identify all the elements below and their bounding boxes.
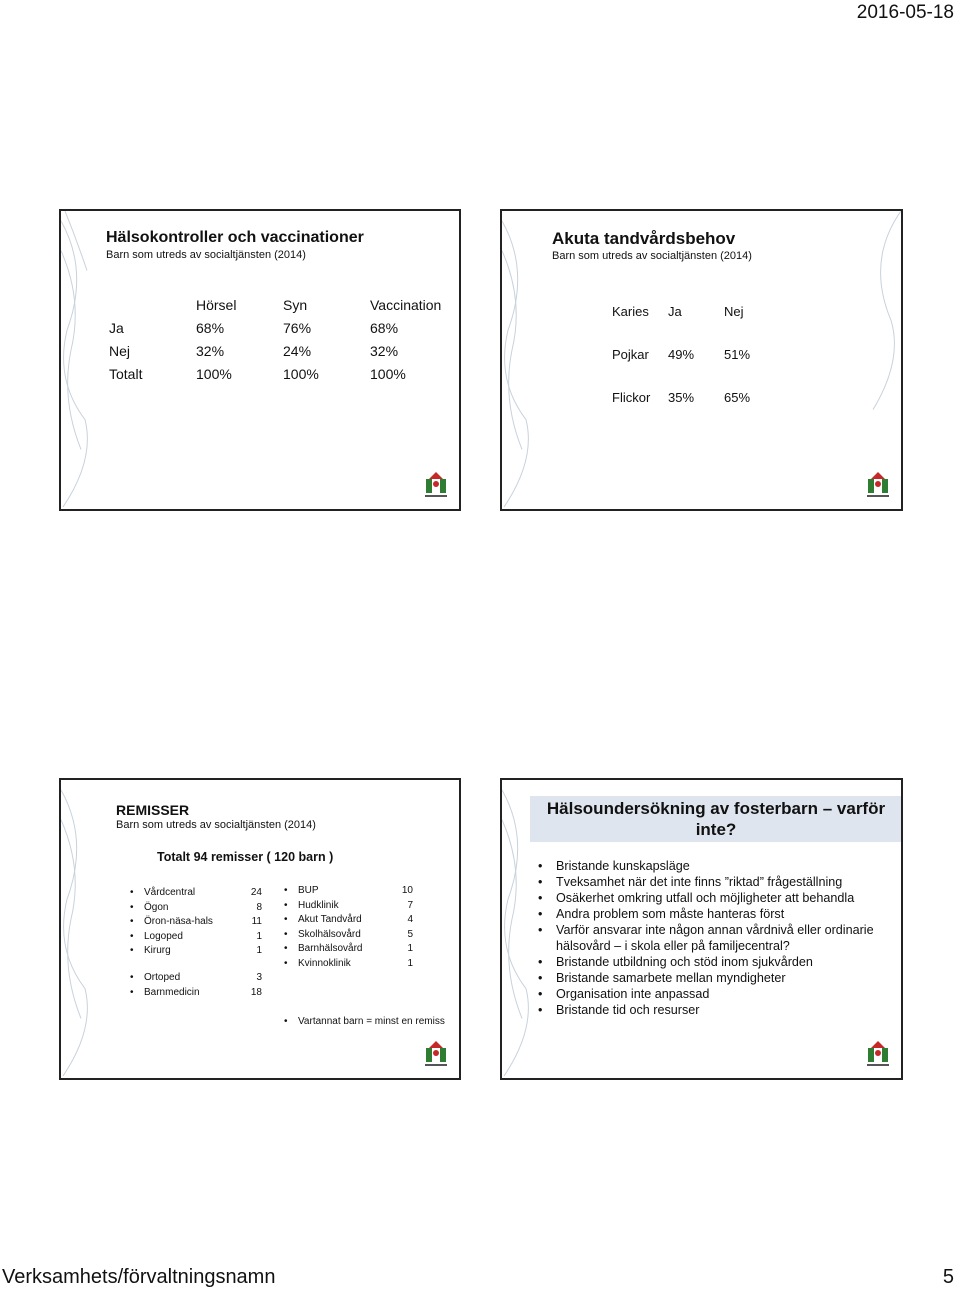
col-header-horsel: Hörsel <box>196 297 237 313</box>
row-label: Pojkar <box>612 347 649 362</box>
list-item: • Tveksamhet när det inte finns ”riktad” frågeställning <box>538 875 843 889</box>
row-label: Ja <box>109 320 124 336</box>
footer-organization-name: Verksamhets/förvaltningsnamn <box>2 1266 276 1288</box>
health-check-table <box>61 211 459 509</box>
decorative-swirl-icon <box>61 780 91 1078</box>
table-cell: 24% <box>283 343 312 359</box>
table-cell: 32% <box>370 343 399 359</box>
list-item: • Bristande kunskapsläge <box>538 859 690 873</box>
list-item: • Kirurg 1 <box>130 945 262 956</box>
list-item: • Skolhälsovård 5 <box>284 928 413 940</box>
list-item: • Ögon 8 <box>130 901 262 913</box>
row-label: Nej <box>109 343 131 359</box>
col-header-vaccination: Vaccination <box>370 297 442 313</box>
slide-foster-children-exam <box>500 778 903 1080</box>
slide-health-checks <box>59 209 461 511</box>
col-header-karies: Karies <box>612 304 649 319</box>
slide-title: Hälsokontroller och vaccinationer <box>106 229 364 246</box>
col-header-ja: Ja <box>668 304 682 319</box>
table-cell: 68% <box>196 320 225 336</box>
list-item: • Vårdcentral 24 <box>130 887 262 898</box>
slide-dental-needs <box>500 209 903 511</box>
slide-subtitle: Barn som utreds av socialtjänsten (2014) <box>106 249 306 261</box>
slide-title: Akuta tandvårdsbehov <box>552 229 736 248</box>
reasons-list <box>538 858 883 1018</box>
list-item: • Kvinnoklinik 1 <box>284 957 413 969</box>
list-item: • Bristande samarbete mellan myndigheter <box>538 971 786 985</box>
list-item: • Hudklinik 7 <box>284 899 413 911</box>
col-header-syn: Syn <box>283 297 308 313</box>
table-cell: 65% <box>724 390 751 405</box>
table-cell: 100% <box>283 366 319 382</box>
list-item: • Varför ansvarar inte någon annan vårdnivå eller ordinarie hälsovård – i skola eller på familjecentral? <box>538 923 874 953</box>
list-item: • Andra problem som måste hanteras först <box>538 907 785 921</box>
list-item: • Barnhälsovård 1 <box>284 943 413 954</box>
table-cell: 49% <box>668 347 695 362</box>
referral-list-left-b <box>130 971 262 1000</box>
list-item: • Bristande utbildning och stöd inom sjukvården <box>538 955 813 969</box>
coat-of-arms-logo-icon <box>423 471 449 499</box>
list-item: • Akut Tandvård 4 <box>284 914 413 925</box>
list-item: • Osäkerhet omkring utfall och möjligheter att behandla <box>538 891 855 905</box>
table-cell: 100% <box>196 366 232 382</box>
list-item: • BUP 10 <box>284 885 413 896</box>
table-cell: 51% <box>724 347 751 362</box>
list-item: • Barnmedicin 18 <box>130 986 262 998</box>
table-cell: 35% <box>668 390 695 405</box>
list-item: • Vartannat barn = minst en remiss <box>284 1016 445 1027</box>
table-cell: 68% <box>370 320 399 336</box>
slide-subtitle: Barn som utreds av socialtjänsten (2014) <box>552 250 752 262</box>
page-date: 2016-05-18 <box>856 2 954 23</box>
slide-title: REMISSER <box>116 802 190 818</box>
table-cell: 32% <box>196 343 225 359</box>
row-label: Flickor <box>612 390 651 405</box>
slide-referrals <box>59 778 461 1080</box>
slide-subtitle: Barn som utreds av socialtjänsten (2014) <box>116 819 316 831</box>
table-cell: 100% <box>370 366 406 382</box>
page-number: 5 <box>942 1266 954 1288</box>
dental-table <box>502 211 901 509</box>
table-cell: 76% <box>283 320 312 336</box>
coat-of-arms-logo-icon <box>423 1040 449 1068</box>
col-header-nej: Nej <box>724 304 744 319</box>
referral-note <box>284 1015 458 1030</box>
list-item: • Öron-näsa-hals 11 <box>130 916 262 927</box>
referrals-heading: Totalt 94 remisser ( 120 barn ) <box>157 850 334 864</box>
coat-of-arms-logo-icon <box>865 471 891 499</box>
row-label: Totalt <box>109 366 143 382</box>
decorative-swirl-icon <box>502 780 532 1078</box>
list-item: • Bristande tid och resurser <box>538 1003 700 1017</box>
list-item: • Logoped 1 <box>130 930 262 942</box>
slide-title: Hälsoundersökning av fosterbarn – varför inte? <box>530 796 902 842</box>
list-item: • Ortoped 3 <box>130 972 262 983</box>
list-item: • Organisation inte anpassad <box>538 987 710 1001</box>
coat-of-arms-logo-icon <box>865 1040 891 1068</box>
referral-list-left-a <box>130 886 262 959</box>
referral-list-right <box>284 884 413 971</box>
